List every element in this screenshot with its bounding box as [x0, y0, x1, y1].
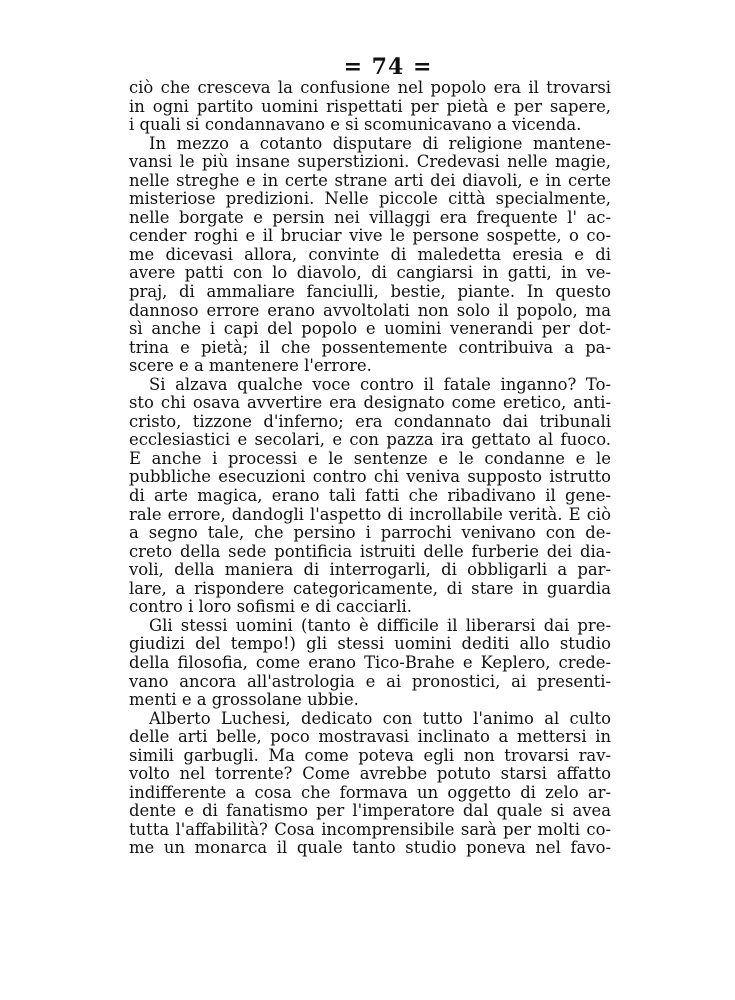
text-line: dannoso errore erano avvoltolati non solo il popolo, ma	[129, 301, 611, 320]
text-line: Gli stessi uomini (tanto è difficile il liberarsi dai pre-	[149, 616, 611, 635]
page-text-block	[129, 55, 611, 858]
text-line: scere e a mantenere l'errore.	[129, 357, 372, 376]
text-line: indifferente a cosa che formava un oggetto di zelo ar-	[129, 783, 611, 802]
text-line: simili garbugli. Ma come poteva egli non trovarsi rav-	[129, 746, 611, 765]
text-line: ciò che cresceva la confusione nel popolo era il trovarsi	[129, 79, 611, 97]
text-line: vano ancora all'astrologia e ai pronostici, ai presenti-	[129, 672, 611, 691]
text-line: dente e di fanatismo per l'imperatore dal quale si avea	[129, 802, 611, 821]
text-line: Alberto Luchesi, dedicato con tutto l'animo al culto	[149, 709, 611, 728]
text-line: volto nel torrente? Come avrebbe potuto starsi affatto	[129, 765, 611, 784]
text-line: avere patti con lo diavolo, di cangiarsi in gatti, in ve-	[129, 264, 611, 283]
text-line: delle arti belle, poco mostravasi inclinato a mettersi in	[129, 728, 611, 747]
text-line: contro i loro sofismi e di cacciarli.	[129, 598, 412, 617]
text-line: In mezzo a cotanto disputare di religione mantene-	[149, 134, 611, 153]
text-line: misteriose predizioni. Nelle piccole città specialmente,	[129, 190, 611, 209]
text-line: ecclesiastici e secolari, e con pazza ira gettato al fuoco.	[129, 431, 611, 450]
text-line: me dicevasi allora, convinte di maledetta eresia e di	[129, 245, 611, 264]
page-number: = 74 =	[343, 54, 433, 80]
text-line: nelle streghe e in certe strane arti dei diavoli, e in certe	[129, 171, 611, 190]
text-line: lare, a rispondere categoricamente, di stare in guardia	[129, 579, 611, 598]
text-line: E anche i processi e le sentenze e le condanne e le	[129, 449, 611, 468]
text-line: i quali si condannavano e si scomunicavano a vicenda.	[129, 116, 582, 135]
text-line: giudizi del tempo!) gli stessi uomini dediti allo studio	[129, 635, 611, 654]
text-line: Si alzava qualche voce contro il fatale inganno? To-	[149, 375, 611, 394]
text-line: cristo, tizzone d'inferno; era condannato dai tribunali	[129, 412, 611, 431]
body-text	[129, 79, 611, 858]
text-line: me un monarca il quale tanto studio poneva nel favo-	[129, 839, 611, 858]
text-line: vansi le più insane superstizioni. Credevasi nelle magie,	[129, 153, 611, 172]
text-line: voli, della maniera di interrogarli, di obbligarli a par-	[129, 561, 611, 580]
text-line: rale errore, dandogli l'aspetto di incrollabile verità. E ciò	[129, 505, 611, 524]
text-line: menti e a grossolane ubbie.	[129, 691, 359, 710]
text-line: in ogni partito uomini rispettati per pietà e per sapere,	[129, 97, 611, 116]
text-line: sì anche i capi del popolo e uomini venerandi per dot-	[129, 320, 611, 339]
text-line: a segno tale, che persino i parrochi venivano con de-	[129, 524, 611, 543]
text-line: pubbliche esecuzioni contro chi veniva supposto istrutto	[129, 468, 611, 487]
text-line: di arte magica, erano tali fatti che ribadivano il gene-	[129, 487, 611, 506]
text-line: tutta l'affabilità? Cosa incomprensibile sarà per molti co-	[129, 820, 611, 839]
text-line: trina e pietà; il che possentemente contribuiva a pa-	[129, 338, 611, 357]
text-line: creto della sede pontificia istruiti delle furberie dei dia-	[129, 542, 611, 561]
text-line: cender roghi e il bruciar vive le persone sospette, o co-	[129, 227, 611, 246]
text-line: praj, di ammaliare fanciulli, bestie, piante. In questo	[129, 283, 611, 302]
text-line: della filosofia, come erano Tico-Brahe e Keplero, crede-	[129, 653, 611, 672]
text-line: nelle borgate e persin nei villaggi era frequente l' ac-	[129, 208, 611, 227]
text-line: sto chi osava avvertire era designato come eretico, anti-	[129, 394, 611, 413]
